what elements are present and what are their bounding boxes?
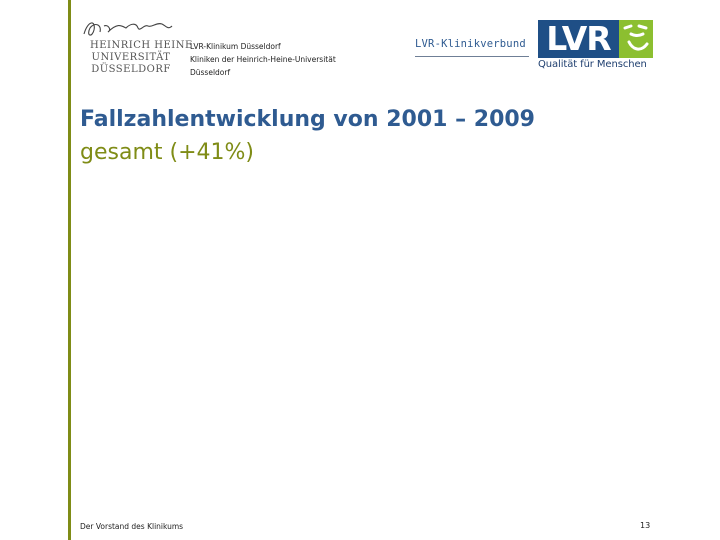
klinikverbund-rule xyxy=(415,56,529,57)
side-accent-bar xyxy=(68,0,71,540)
lvr-logo xyxy=(538,20,656,72)
signature-icon xyxy=(78,16,174,42)
footer-text: Der Vorstand des Klinikums xyxy=(80,522,184,531)
lvr-slogan: Qualität für Menschen xyxy=(538,59,647,70)
organisation-line-3: Düsseldorf xyxy=(190,68,231,77)
klinikverbund-text: LVR-Klinikverbund xyxy=(415,38,526,50)
lvr-face-icon xyxy=(619,20,653,58)
slide-subtitle: gesamt (+41%) xyxy=(80,140,254,165)
organisation-line-2: Kliniken der Heinrich-Heine-Universität xyxy=(190,55,336,64)
slide-title: Fallzahlentwicklung von 2001 – 2009 xyxy=(80,107,535,132)
organisation-text xyxy=(190,40,336,79)
page-number: 13 xyxy=(640,521,651,530)
university-logo-line-1: HEINRICH HEINE xyxy=(90,40,193,51)
organisation-line-1: LVR-Klinikum Düsseldorf xyxy=(190,42,281,51)
klinikverbund-label xyxy=(415,38,529,57)
university-logo xyxy=(78,16,193,76)
university-logo-line-3: DÜSSELDORF xyxy=(91,64,171,75)
university-logo-line-2: UNIVERSITÄT xyxy=(91,52,171,63)
lvr-logo-text: LVR xyxy=(538,20,619,58)
